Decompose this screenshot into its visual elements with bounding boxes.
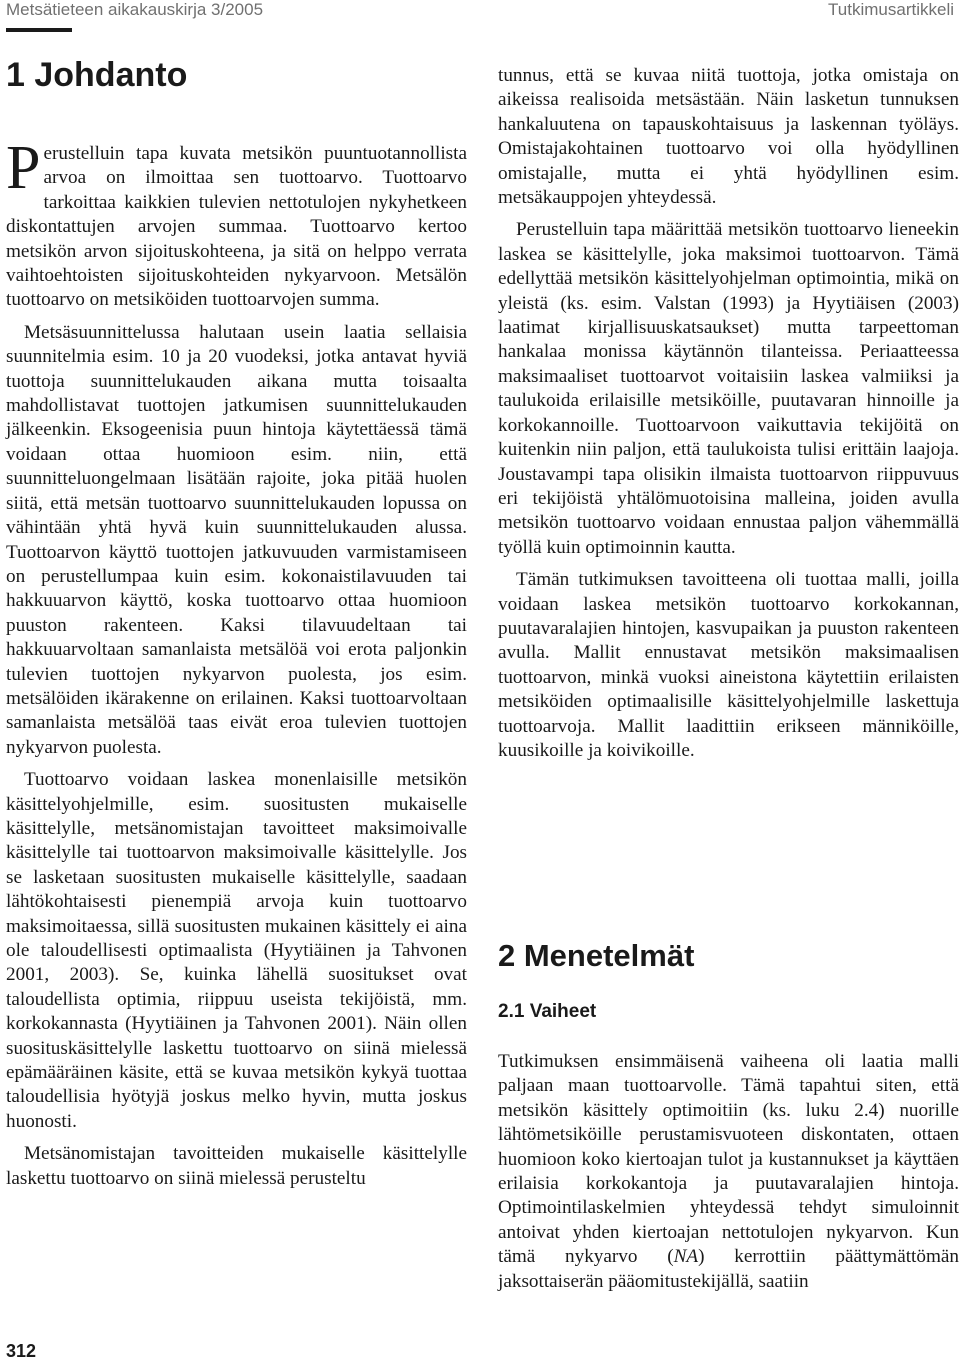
methods-text-b: ) kerrottiin päättymättömän jaksottaiserän pääomitustekijällä, saatiin [498,1246,959,1292]
na-abbreviation: NA [673,1246,699,1268]
paragraph-7: Tämän tutkimuksen tavoitteena oli tuottaa malli, joilla voidaan laskea metsikön tuottoarvo korkokannan, puutavaralajien hintojen, kasvupaikan ja puuston rakenteen avulla. Mallit ennustavat metsikön maksimaalisen tuottoarvon, minkä vuoksi aineistona käytettiin erilaisten metsiköiden optimaalisille käsittelyohjelmille laskettuja tuottoarvoja. Mallit laadittiin erikseen männiköille, kuusikoille ja koivikoille. [498,569,959,761]
paragraph-6: Perustelluin tapa määrittää metsikön tuottoarvo lieneekin laskea se käsittelylle, joka maksimoi tuottoarvon. Tämä edellyttää metsikön käsittelyohjelman optimointia, mikä on yleistä (ks. esim. Valstan (1993) ja Hyytiäisen (2003) laatimat kirjallisuuskatsaukset) mutta tarpeettoman hankalaa monissa käytännön tilanteissa. Periaatteessa maksimaaliset tuottoarvot voitaisiin laskea valmiiksi ja taulukoida erilaisille metsiköille, puutavaran hinnoille ja korkokannoille. Tuottoarvoon vaikuttavia tekijöitä on kuitenkin niin paljon, että taulukoista tulisi erittäin laajoja. Joustavampi tapa olisikin ilmaista tuottoarvon riippuvuus eri tekijöistä yhtälömuotoisina malleina, joiden avulla metsikön tuottoarvo voidaan ennustaa paljon vähemmällä työllä kuin optimoinnin kautta. [498,219,959,558]
journal-title: Metsätieteen aikakauskirja 3/2005 [6,0,264,19]
subsection-heading-phases: 2.1 Vaiheet [498,1001,597,1022]
section-heading-methods: 2 Menetelmät [498,938,695,973]
methods-text-a: Tutkimuksen ensimmäisenä vaiheena oli laatia malli paljaan maan tuottoarvolle. Tämä tapahtui siten, että metsikön käsittely optimoitiin (ks. luku 2.4) nuorille lähtömetsiköille perustamisvuoteen diskontaten, ottaen huomioon koko kiertoajan tulot ja kustannukset ja käyttäen erilaisia korkokantoja ja puutavaralajien hintoja. Optimointilaskelmien yhteydessä tehdyt simuloinnit antoivat yhden kiertoajan nettotulojen nykyarvon. Kun tämä nykyarvo ( [498,1051,959,1268]
drop-cap: P [6,134,41,202]
paragraph-3: Tuottoarvo voidaan laskea monenlaisille metsikön käsittelyohjelmille, esim. suositusten mukaiselle käsittelylle, metsänomistajan tavoitteet maksimoivalle käsittelylle tai tuottoarvon maksimoivalle käsittelylle. Jos se lasketaan suositusten mukaiselle käsittelylle, saadaan lähtökohtaisesti pienempiä arvoja kuin tuottoarvo maksimoitaessa, sillä suositusten mukainen käsittely ei aina ole taloudellisesti optimaalista (Hyytiäinen ja Tahvonen 2001, 2003). Se, kuinka lähellä suositukset ovat taloudellista optimia, riippuu useista tekijöistä, mm. korkokannasta (Hyytiäinen ja Tahvonen 2001). Näin ollen suosituskäsittelylle laskettu tuottoarvo on siinä mielessä epämääräinen käsite, että se kuvaa metsikön kykyä tuottaa taloudellisia hyötyjä joskus melko hyvin, mutta joskus huonosti. [6,769,467,1132]
article-type: Tutkimusartikkeli [828,0,954,19]
paragraph-5: tunnus, että se kuvaa niitä tuottoja, jotka omistaja on aikeissa realisoida metsästään. Näin lasketun tunnuksen hankaluutena on tapauskohtaisuus ja laskennan työläys. Omistajakohtainen tuottoarvo voi olla hyödyllinen omistajalle, mutta ei yhtä hyödyllinen esim. metsäkauppojen yhteydessä. [498,65,959,209]
paragraph-1 [6,134,467,313]
paragraph-1-text: erustelluin tapa kuvata metsikön puuntuotannollista arvoa on ilmoittaa sen tuottoarvo. Tuottoarvo tarkoittaa kaikkien tulevien nettotulojen nykyhetkeen diskontattujen arvojen summaa. Tuottoarvo kertoo metsikön arvon sijoituskohteena, ja sitä on helppo verrata vaihtoehtoisten sijoituskohteiden nykyarvoon. Metsälön tuottoarvo on metsiköiden tuottoarvojen summa. [6,143,467,311]
methods-paragraph [498,1050,959,1294]
section-heading-introduction: 1 Johdanto [6,56,188,94]
running-header [0,0,960,36]
right-column [498,64,959,763]
methods-column [498,1050,959,1294]
left-column [6,134,467,1191]
header-rule [6,28,72,32]
paragraph-4: Metsänomistajan tavoitteiden mukaiselle käsittelylle laskettu tuottoarvo on siinä mielessä perusteltu [6,1143,467,1189]
page-number: 312 [6,1341,37,1361]
paragraph-2: Metsäsuunnittelussa halutaan usein laatia sellaisia suunnitelmia esim. 10 ja 20 vuodeksi, jotka antavat hyviä tuottoja suunnittelukauden aikana mutta toisaalta mahdollistavat tuottojen jatkumisen suunnittelukauden jälkeenkin. Eksogeenisia puun hintoja käytettäessä tämä voidaan ottaa huomioon esim. niin, että suunnitteluongelmaan lisätään rajoite, joka pitää huolen siitä, että metsän tuottoarvo suunnittelukauden lopussa on vähintään yhtä hyvä kuin suunnittelukauden alussa. Tuottoarvon käyttö tuottojen jatkuvuuden varmistamiseen on perustellumpaa kuin esim. kokonaistilavuuden tai hakkuuarvon käyttö, koska tuottoarvo ottaa huomioon puuston rakenteen. Kaksi tilavuudeltaan tai hakkuuarvoltaan samanlaista metsälöä voi erota paljonkin tulevien tuottojen nykyarvon puolesta, jos esim. metsälöiden ikärakenne on erilainen. Kaksi tuottoarvoltaan samanlaista metsälöä taas eivät eroa tulevien tuottojen nykyarvon puolesta. [6,321,467,758]
